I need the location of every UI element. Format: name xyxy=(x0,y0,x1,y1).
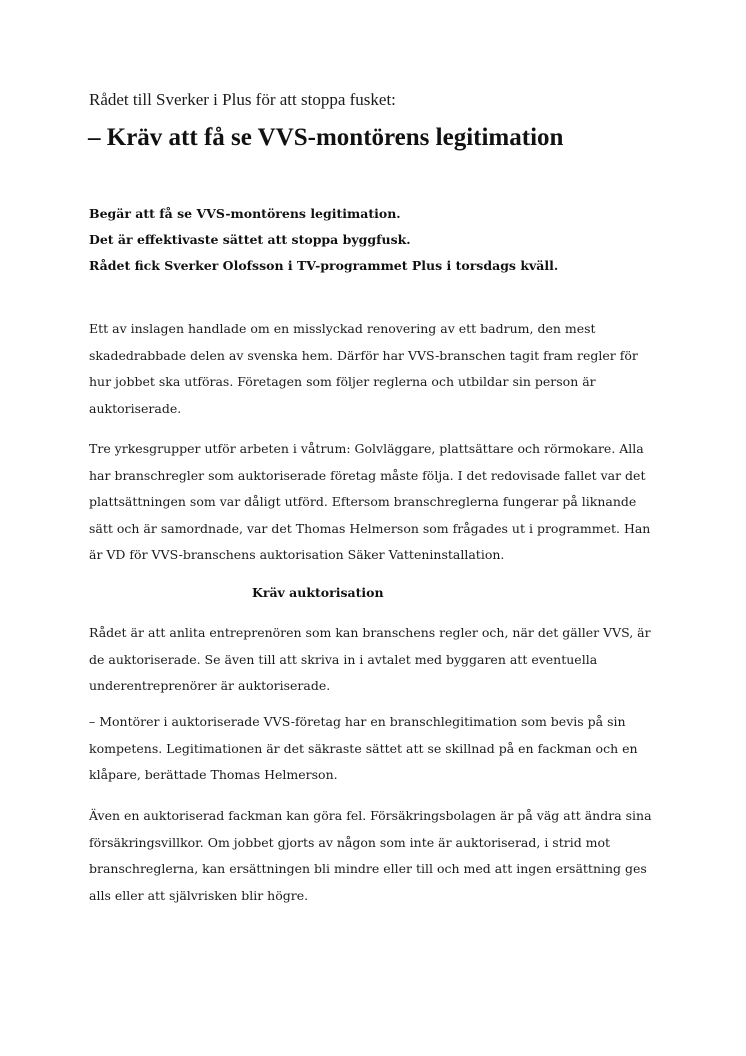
paragraph-line: underentreprenörer är auktoriserade. xyxy=(89,678,331,693)
lead-line: Begär att få se VVS-montörens legitimation. xyxy=(89,206,401,221)
paragraph-line: branschreglerna, kan ersättningen bli mindre eller till och med att ingen ersättning ges xyxy=(89,861,647,876)
paragraph-line: sätt och är samordnade, var det Thomas Helmerson som frågades ut i programmet. Han xyxy=(89,520,651,536)
paragraph-line: är VD för VVS-branschens auktorisation Säker Vatteninstallation. xyxy=(89,547,505,562)
body-paragraph-3 xyxy=(89,620,669,700)
article-headline: – Kräv att få se VVS-montörens legitimation xyxy=(88,124,564,151)
paragraph-line: alls eller att självrisken blir högre. xyxy=(89,887,309,903)
lead-line: Det är effektivaste sättet att stoppa byggfusk. xyxy=(89,232,411,247)
article-kicker: Rådet till Sverker i Plus för att stoppa fusket: xyxy=(89,90,396,109)
paragraph-line: – Montörer i auktoriserade VVS-företag har en branschlegitimation som bevis på sin xyxy=(89,714,626,729)
lead-line: Rådet fick Sverker Olofsson i TV-programmet Plus i torsdags kväll. xyxy=(89,258,559,273)
paragraph-line: hur jobbet ska utföras. Företagen som följer reglerna och utbildar sin person är xyxy=(89,374,596,389)
paragraph-line: Även en auktoriserad fackman kan göra fel. Försäkringsbolagen är på väg att ändra sina xyxy=(89,808,652,823)
paragraph-line: har branschregler som auktoriserade företag måste följa. I det redovisade fallet var det xyxy=(89,467,646,483)
body-paragraph-4 xyxy=(89,709,669,789)
paragraph-line: Tre yrkesgrupper utför arbeten i våtrum: Golvläggare, plattsättare och rörmokare. Alla xyxy=(89,441,644,456)
paragraph-line: klåpare, berättade Thomas Helmerson. xyxy=(89,767,338,782)
paragraph-line: kompetens. Legitimationen är det säkraste sättet att se skillnad på en fackman och en xyxy=(89,740,638,756)
body-paragraph-2 xyxy=(89,436,669,569)
paragraph-line: skadedrabbade delen av svenska hem. Därför har VVS-branschen tagit fram regler för xyxy=(89,347,638,363)
section-subheading: Kräv auktorisation xyxy=(252,585,384,600)
body-paragraph-5 xyxy=(89,803,669,909)
body-paragraph-1 xyxy=(89,316,669,422)
paragraph-line: försäkringsvillkor. Om jobbet gjorts av någon som inte är auktoriserad, i strid mot xyxy=(89,834,611,850)
paragraph-line: Ett av inslagen handlade om en misslyckad renovering av ett badrum, den mest xyxy=(89,321,596,336)
paragraph-line: plattsättningen som var dåligt utförd. Eftersom branschreglerna fungerar på liknande xyxy=(89,494,637,509)
paragraph-line: Rådet är att anlita entreprenören som kan branschens regler och, när det gäller VVS, är xyxy=(89,625,651,640)
paragraph-line: auktoriserade. xyxy=(89,400,182,416)
article-lead xyxy=(89,201,669,279)
paragraph-line: de auktoriserade. Se även till att skriva in i avtalet med byggaren att eventuella xyxy=(89,651,598,667)
